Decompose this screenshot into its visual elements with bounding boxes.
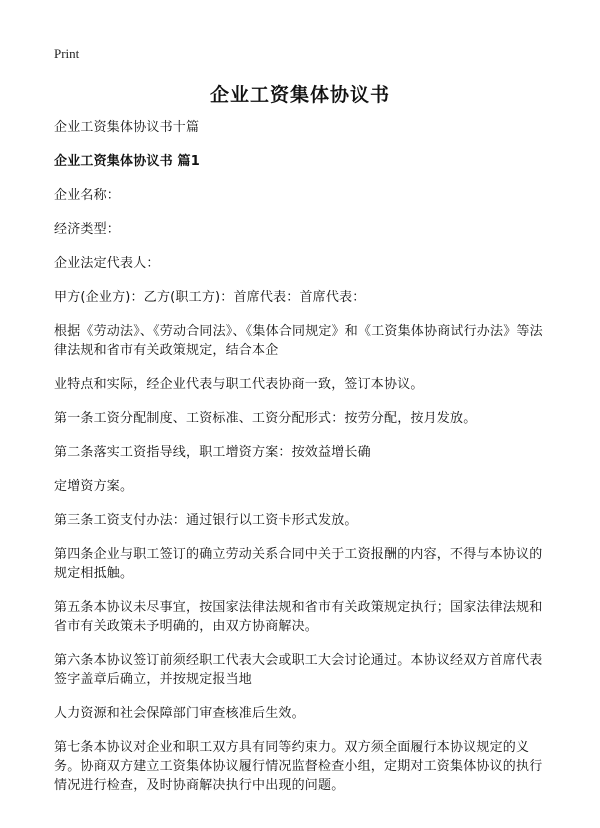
paragraph: 第七条本协议对企业和职工双方具有同等约束力。双方须全面履行本协议规定的义务。协商双方建立工资集体协议履行情况监督检查小组，定期对工资集体协议的执行情况进行检查，及时协商解决执行中出现的问题。 bbox=[54, 740, 543, 793]
paragraph: 第二条落实工资指导线，职工增资方案：按效益增长确 bbox=[54, 445, 371, 460]
paragraph: 定增资方案。 bbox=[54, 479, 134, 494]
paragraph: 企业名称： bbox=[54, 188, 121, 203]
paragraph: 根据《劳动法》、《劳动合同法》、《集体合同规定》和《工资集体协商试行办法》等法律法规和省市有关政策规定，结合本企 bbox=[54, 324, 543, 358]
paragraph: 经济类型： bbox=[54, 222, 121, 237]
document-title: 企业工资集体协议书 bbox=[209, 84, 390, 106]
paragraph: 业特点和实际，经企业代表与职工代表协商一致，签订本协议。 bbox=[54, 377, 424, 392]
paragraph: 第四条企业与职工签订的确立劳动关系合同中关于工资报酬的内容，不得与本协议的规定相抵触。 bbox=[54, 547, 543, 581]
paragraph: 第一条工资分配制度、工资标准、工资分配形式：按劳分配，按月发放。 bbox=[54, 411, 477, 426]
paragraph: 企业法定代表人： bbox=[54, 256, 160, 271]
section-heading: 企业工资集体协议书 篇1 bbox=[54, 154, 200, 169]
document-subtitle: 企业工资集体协议书十篇 bbox=[54, 120, 200, 135]
paragraph: 第五条本协议未尽事宜，按国家法律法规和省市有关政策规定执行；国家法律法规和省市有关政策未予明确的，由双方协商解决。 bbox=[54, 600, 543, 634]
paragraph: 第三条工资支付办法：通过银行以工资卡形式发放。 bbox=[54, 513, 358, 528]
paragraph: 甲方(企业方)：乙方(职工方)：首席代表：首席代表： bbox=[54, 290, 366, 305]
document-body bbox=[54, 118, 554, 810]
print-link[interactable]: Print bbox=[54, 46, 80, 61]
paragraph: 第六条本协议签订前须经职工代表大会或职工大会讨论通过。本协议经双方首席代表签字盖章后确立，并按规定报当地 bbox=[54, 653, 543, 687]
paragraph: 人力资源和社会保障部门审查核准后生效。 bbox=[54, 706, 305, 721]
